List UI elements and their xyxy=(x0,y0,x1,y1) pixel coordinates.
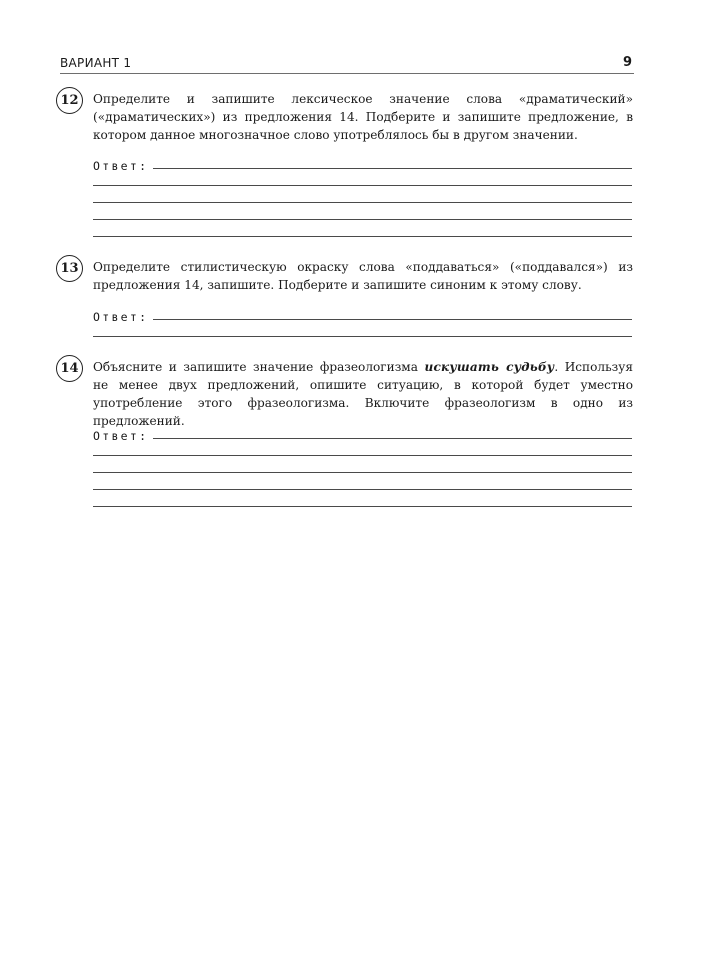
task-14 xyxy=(56,355,636,510)
task-number-badge: 14 xyxy=(56,355,83,382)
answer-line[interactable] xyxy=(93,489,632,490)
answer-line[interactable] xyxy=(93,472,632,473)
answer-line[interactable] xyxy=(93,185,632,186)
page-number: 9 xyxy=(622,55,632,70)
task-text-before: Объясните и запишите значение фразеологизма xyxy=(93,360,425,374)
task-number-badge: 13 xyxy=(56,255,83,282)
answer-line[interactable] xyxy=(153,319,632,320)
answer-line[interactable] xyxy=(153,438,632,439)
answer-line[interactable] xyxy=(93,455,632,456)
task-text-after: . Используя не менее двух предложений, опишите ситуацию, в которой будет уместно употребление этого фразеологизма. Включите фразеологизм в одно из предложений. xyxy=(93,360,633,428)
answer-label: Ответ: xyxy=(93,429,149,443)
variant-title: ВАРИАНТ 1 xyxy=(60,56,132,70)
task-12 xyxy=(56,87,636,239)
answer-line[interactable] xyxy=(93,236,632,237)
task-question-text: Определите стилистическую окраску слова «поддаваться» («поддавался») из предложения 14, запишите. Подберите и запишите синоним к этому слову. xyxy=(93,260,633,292)
idiom-term: искушать судьбу xyxy=(424,360,555,374)
answer-line[interactable] xyxy=(93,219,632,220)
task-13 xyxy=(56,255,636,340)
task-number-badge: 12 xyxy=(56,87,83,114)
answer-label: Ответ: xyxy=(93,310,149,324)
answer-line[interactable] xyxy=(93,202,632,203)
answer-line[interactable] xyxy=(93,336,632,337)
header-divider xyxy=(60,73,634,74)
answer-line[interactable] xyxy=(153,168,632,169)
task-question-text xyxy=(93,358,633,430)
task-question-text: Определите и запишите лексическое значение слова «драматический» («драматических») из предложения 14. Подберите и запишите предложение, в котором данное многозначное слово употреблялось бы в другом значении. xyxy=(93,92,633,142)
answer-label: Ответ: xyxy=(93,159,149,173)
answer-line[interactable] xyxy=(93,506,632,507)
